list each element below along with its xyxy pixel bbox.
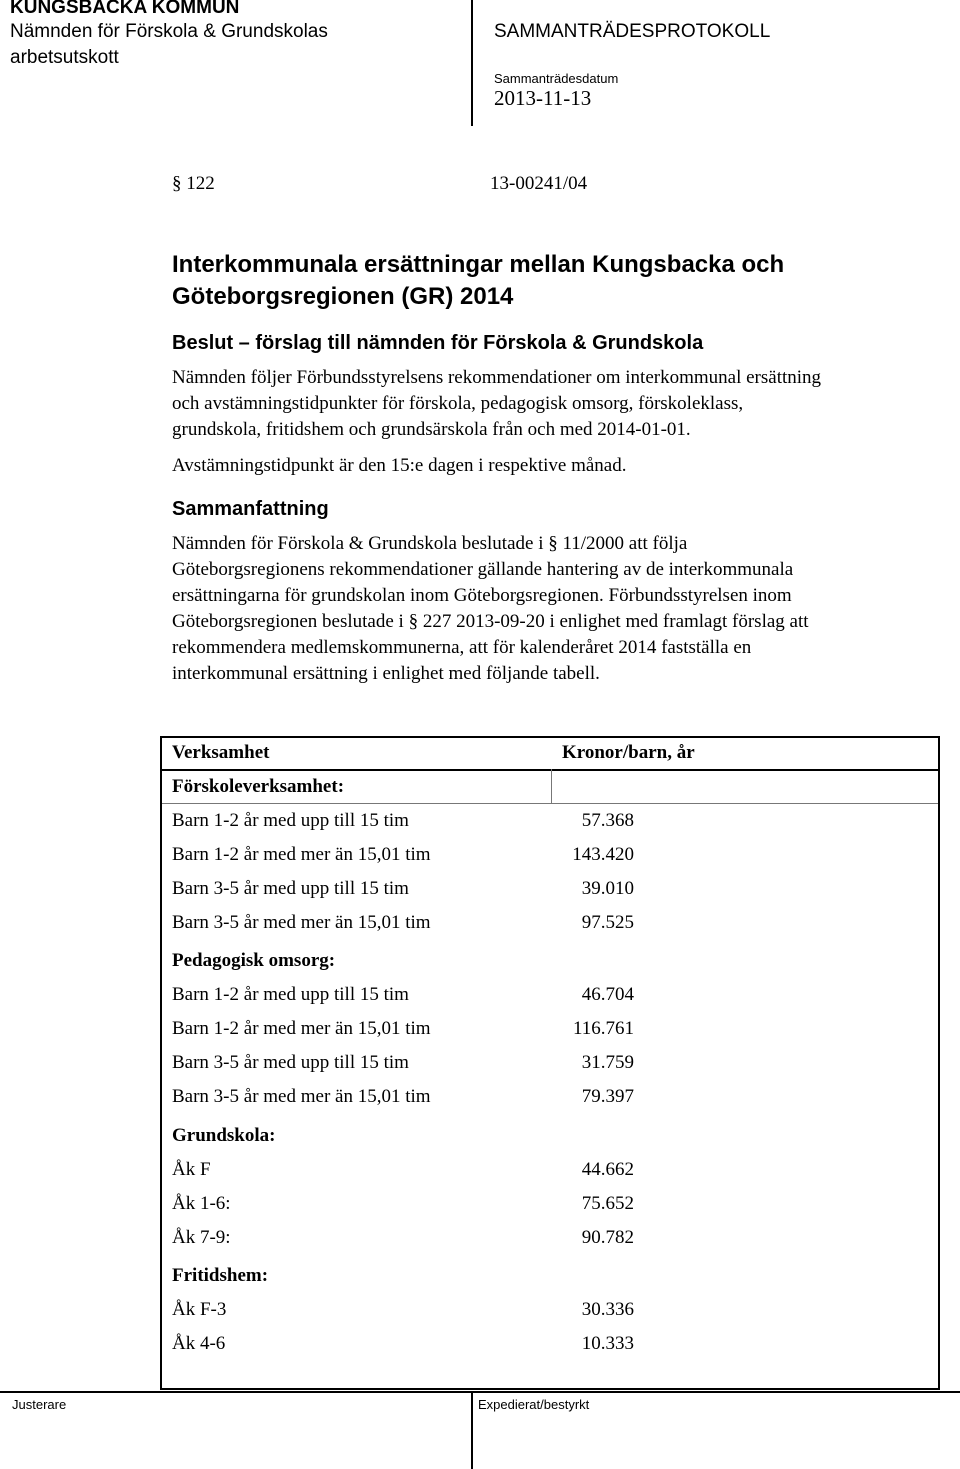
- table-header-amount: Kronor/barn, år: [562, 742, 695, 763]
- table-row-label: Åk 4-6: [172, 1333, 226, 1354]
- table-row-value: 116.761: [572, 1018, 634, 1039]
- table-row-label: Barn 3-5 år med upp till 15 tim: [172, 878, 409, 899]
- table-row-label: Barn 1-2 år med upp till 15 tim: [172, 984, 409, 1005]
- summary-line: Göteborgsregionens rekommendationer gällande hantering av de interkommunala: [172, 559, 794, 580]
- table-row-label: Barn 1-2 år med mer än 15,01 tim: [172, 844, 431, 865]
- table-section-title: Fritidshem:: [172, 1265, 269, 1286]
- table-row-label: Åk 7-9:: [172, 1227, 231, 1248]
- footer-column-divider: [471, 1391, 473, 1469]
- meeting-date: 2013-11-13: [494, 86, 592, 110]
- department-line-2: arbetsutskott: [10, 47, 119, 68]
- organization-name: KUNGSBACKA KOMMUN: [10, 0, 240, 18]
- table-row-value: 30.336: [581, 1299, 634, 1320]
- table-row-label: Åk 1-6:: [172, 1193, 231, 1214]
- table-row-value: 143.420: [572, 844, 634, 865]
- table-header-activity: Verksamhet: [172, 742, 270, 763]
- summary-heading: Sammanfattning: [172, 498, 329, 520]
- table-row-value: 75.652: [581, 1193, 634, 1214]
- decision-line: och avstämningstidpunkter för förskola, pedagogisk omsorg, förskoleklass,: [172, 393, 744, 414]
- summary-line: interkommunal ersättning i enlighet med följande tabell.: [172, 663, 600, 684]
- table-row-label: Barn 3-5 år med upp till 15 tim: [172, 1052, 409, 1073]
- decision-text: [172, 365, 952, 443]
- table-header-divider: [160, 769, 940, 771]
- table-row-value: 79.397: [581, 1086, 634, 1107]
- decision-line: grundskola, fritidshem och grundsärskola från och med 2014-01-01.: [172, 419, 691, 440]
- header-divider: [471, 0, 473, 126]
- table-row-label: Barn 1-2 år med upp till 15 tim: [172, 810, 409, 831]
- decision-line: Nämnden följer Förbundsstyrelsens rekommendationer om interkommunal ersättning: [172, 367, 822, 388]
- summary-line: rekommendera medlemskommunerna, att för kalenderåret 2014 fastställa en: [172, 637, 752, 658]
- table-row-value: 44.662: [581, 1159, 634, 1180]
- table-row-value: 90.782: [581, 1227, 634, 1248]
- footer-divider: [0, 1391, 960, 1393]
- document-type: SAMMANTRÄDESPROTOKOLL: [494, 21, 771, 42]
- table-section-title: Grundskola:: [172, 1125, 276, 1146]
- table-row-label: Barn 3-5 år med mer än 15,01 tim: [172, 1086, 431, 1107]
- table-row-label: Barn 3-5 år med mer än 15,01 tim: [172, 912, 431, 933]
- table-section-title: Förskoleverksamhet:: [172, 776, 345, 797]
- table-row-divider: [162, 803, 938, 804]
- table-row-value: 31.759: [581, 1052, 634, 1073]
- summary-line: Nämnden för Förskola & Grundskola beslutade i § 11/2000 att följa: [172, 533, 688, 554]
- table-row-value: 46.704: [581, 984, 634, 1005]
- paragraph-number: § 122: [172, 173, 215, 194]
- decision-heading: Beslut – förslag till nämnden för Förskola & Grundskola: [172, 332, 704, 354]
- table-row-value: 97.525: [581, 912, 634, 933]
- decision-note: Avstämningstidpunkt är den 15:e dagen i respektive månad.: [172, 455, 627, 476]
- meeting-date-label: Sammanträdesdatum: [494, 71, 619, 86]
- table-row-label: Barn 1-2 år med mer än 15,01 tim: [172, 1018, 431, 1039]
- table-row-value: 39.010: [581, 878, 634, 899]
- department-line-1: Nämnden för Förskola & Grundskolas: [10, 21, 328, 42]
- page-title-line-2: Göteborgsregionen (GR) 2014: [172, 283, 514, 310]
- diary-number: 13-00241/04: [490, 173, 588, 194]
- table-row-value: 10.333: [581, 1333, 634, 1354]
- footer-justerare-label: Justerare: [12, 1397, 67, 1412]
- table-column-divider: [551, 769, 552, 803]
- table-row-label: Åk F: [172, 1159, 211, 1180]
- page-title-line-1: Interkommunala ersättningar mellan Kungsbacka och: [172, 251, 785, 278]
- table-row-value: 57.368: [581, 810, 634, 831]
- summary-line: ersättningarna för grundskolan inom Göteborgsregionen. Förbundsstyrelsen inom: [172, 585, 792, 606]
- summary-text: [172, 531, 952, 687]
- table-row-label: Åk F-3: [172, 1299, 227, 1320]
- table-section-title: Pedagogisk omsorg:: [172, 950, 336, 971]
- summary-line: Göteborgsregionen beslutade i § 227 2013-09-20 i enlighet med framlagt förslag att: [172, 611, 809, 632]
- footer-expedierat-label: Expedierat/bestyrkt: [478, 1397, 590, 1412]
